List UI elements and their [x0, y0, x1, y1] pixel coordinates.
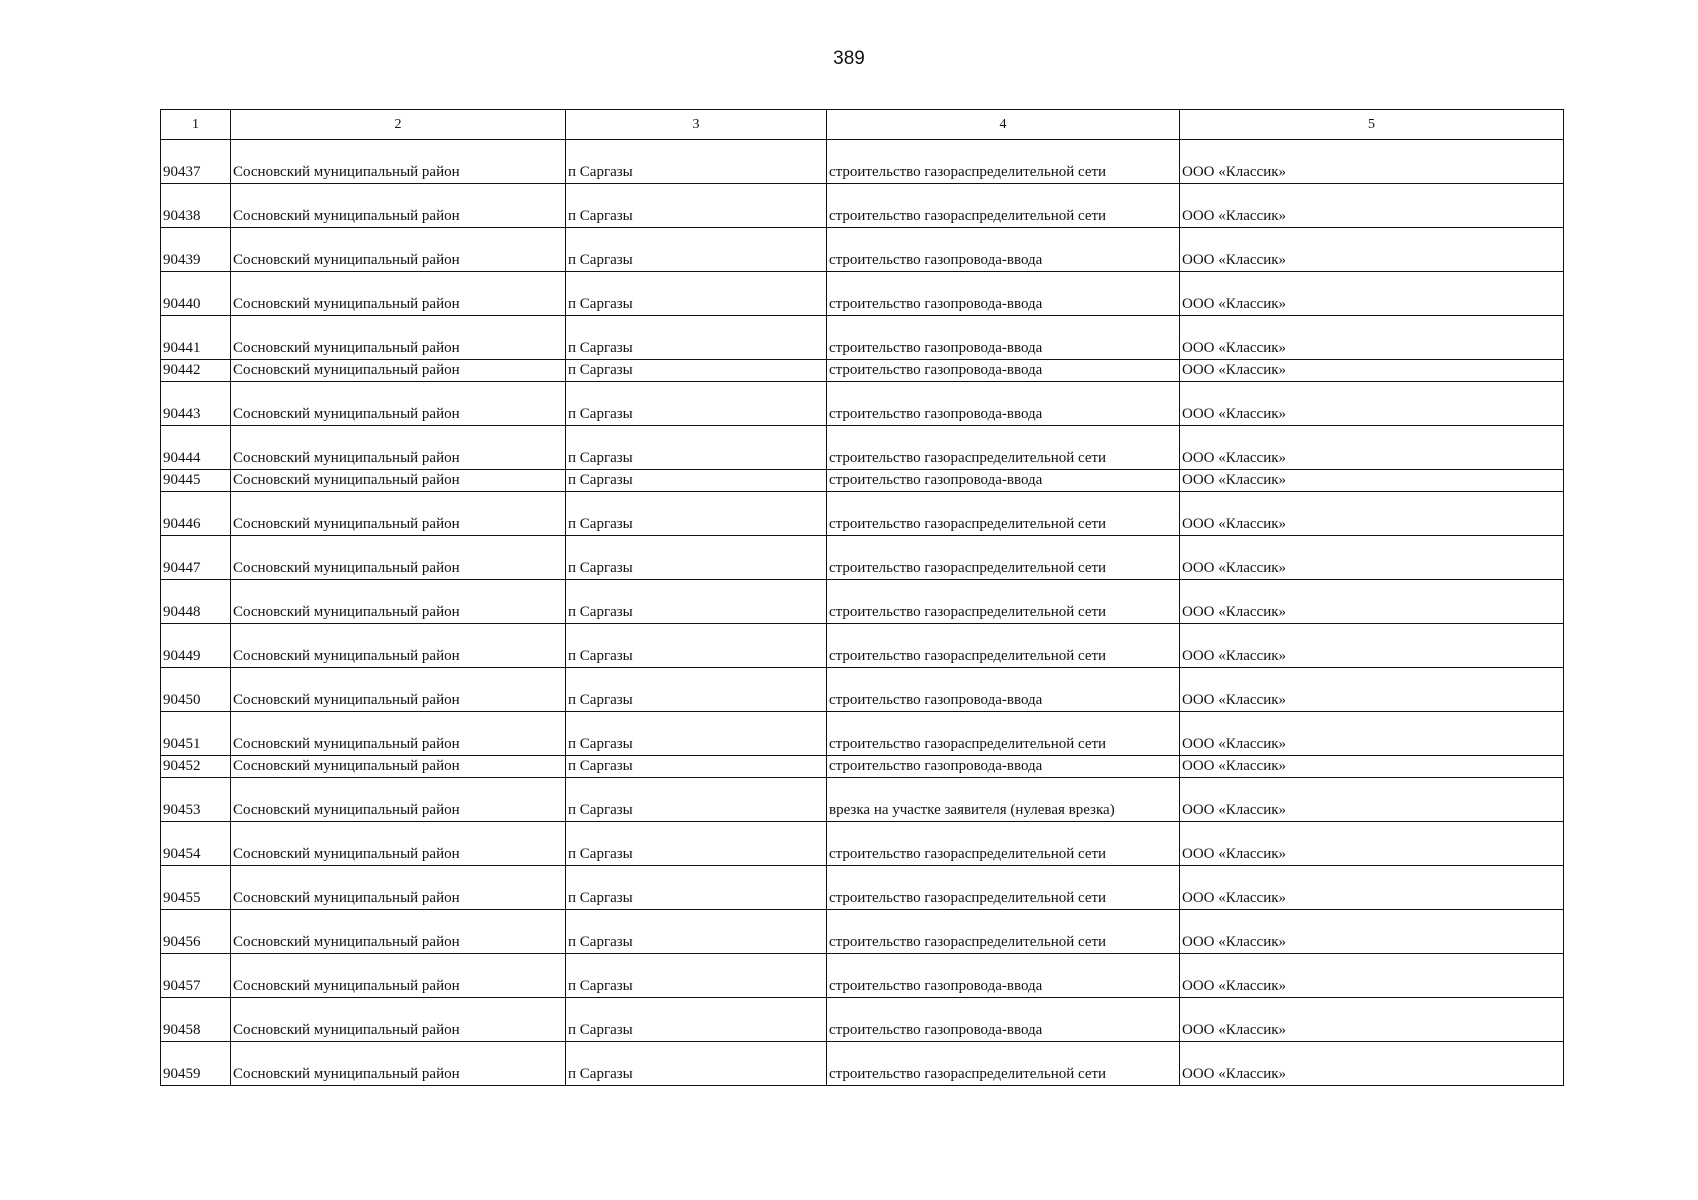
district-cell: Сосновский муниципальный район [231, 778, 566, 822]
settlement-cell: п Саргазы [566, 316, 827, 360]
district-cell: Сосновский муниципальный район [231, 910, 566, 954]
settlement-cell: п Саргазы [566, 910, 827, 954]
settlement-cell: п Саргазы [566, 866, 827, 910]
row-number-cell: 90448 [161, 580, 231, 624]
work-type-cell: строительство газораспределительной сети [827, 624, 1180, 668]
table-row [161, 756, 1564, 778]
row-number-cell: 90442 [161, 360, 231, 382]
settlement-cell: п Саргазы [566, 998, 827, 1042]
organization-cell: ООО «Классик» [1180, 712, 1564, 756]
work-type-cell: строительство газопровода-ввода [827, 756, 1180, 778]
row-number-cell: 90447 [161, 536, 231, 580]
settlement-cell: п Саргазы [566, 272, 827, 316]
settlement-cell: п Саргазы [566, 624, 827, 668]
district-cell: Сосновский муниципальный район [231, 184, 566, 228]
settlement-cell: п Саргазы [566, 536, 827, 580]
table-row [161, 778, 1564, 822]
table-row [161, 866, 1564, 910]
column-number-3: 3 [566, 110, 827, 140]
organization-cell: ООО «Классик» [1180, 470, 1564, 492]
settlement-cell: п Саргазы [566, 382, 827, 426]
organization-cell: ООО «Классик» [1180, 316, 1564, 360]
organization-cell: ООО «Классик» [1180, 624, 1564, 668]
row-number-cell: 90441 [161, 316, 231, 360]
settlement-cell: п Саргазы [566, 756, 827, 778]
column-number-1: 1 [161, 110, 231, 140]
registry-table [160, 109, 1564, 1086]
organization-cell: ООО «Классик» [1180, 998, 1564, 1042]
district-cell: Сосновский муниципальный район [231, 668, 566, 712]
district-cell: Сосновский муниципальный район [231, 140, 566, 184]
work-type-cell: строительство газораспределительной сети [827, 580, 1180, 624]
settlement-cell: п Саргазы [566, 492, 827, 536]
district-cell: Сосновский муниципальный район [231, 756, 566, 778]
row-number-cell: 90443 [161, 382, 231, 426]
row-number-cell: 90439 [161, 228, 231, 272]
district-cell: Сосновский муниципальный район [231, 866, 566, 910]
table-row [161, 1042, 1564, 1086]
work-type-cell: строительство газораспределительной сети [827, 822, 1180, 866]
work-type-cell: строительство газопровода-ввода [827, 470, 1180, 492]
settlement-cell: п Саргазы [566, 228, 827, 272]
page-number: 389 [833, 48, 865, 69]
settlement-cell: п Саргазы [566, 426, 827, 470]
organization-cell: ООО «Классик» [1180, 822, 1564, 866]
work-type-cell: строительство газораспределительной сети [827, 140, 1180, 184]
row-number-cell: 90449 [161, 624, 231, 668]
district-cell: Сосновский муниципальный район [231, 580, 566, 624]
work-type-cell: строительство газопровода-ввода [827, 954, 1180, 998]
organization-cell: ООО «Классик» [1180, 140, 1564, 184]
district-cell: Сосновский муниципальный район [231, 382, 566, 426]
table-row [161, 998, 1564, 1042]
district-cell: Сосновский муниципальный район [231, 360, 566, 382]
district-cell: Сосновский муниципальный район [231, 998, 566, 1042]
organization-cell: ООО «Классик» [1180, 580, 1564, 624]
organization-cell: ООО «Классик» [1180, 360, 1564, 382]
work-type-cell: строительство газораспределительной сети [827, 536, 1180, 580]
work-type-cell: строительство газораспределительной сети [827, 184, 1180, 228]
work-type-cell: строительство газораспределительной сети [827, 910, 1180, 954]
district-cell: Сосновский муниципальный район [231, 492, 566, 536]
row-number-cell: 90459 [161, 1042, 231, 1086]
organization-cell: ООО «Классик» [1180, 756, 1564, 778]
settlement-cell: п Саргазы [566, 712, 827, 756]
work-type-cell: врезка на участке заявителя (нулевая врезка) [827, 778, 1180, 822]
row-number-cell: 90458 [161, 998, 231, 1042]
table-row [161, 140, 1564, 184]
table-row [161, 624, 1564, 668]
table-row [161, 470, 1564, 492]
settlement-cell: п Саргазы [566, 778, 827, 822]
organization-cell: ООО «Классик» [1180, 536, 1564, 580]
district-cell: Сосновский муниципальный район [231, 316, 566, 360]
table-row [161, 536, 1564, 580]
settlement-cell: п Саргазы [566, 360, 827, 382]
row-number-cell: 90457 [161, 954, 231, 998]
organization-cell: ООО «Классик» [1180, 866, 1564, 910]
district-cell: Сосновский муниципальный район [231, 712, 566, 756]
district-cell: Сосновский муниципальный район [231, 426, 566, 470]
settlement-cell: п Саргазы [566, 668, 827, 712]
organization-cell: ООО «Классик» [1180, 382, 1564, 426]
district-cell: Сосновский муниципальный район [231, 624, 566, 668]
column-number-row [161, 110, 1564, 140]
registry-table-body [161, 110, 1564, 1086]
column-number-5: 5 [1180, 110, 1564, 140]
row-number-cell: 90446 [161, 492, 231, 536]
work-type-cell: строительство газораспределительной сети [827, 712, 1180, 756]
district-cell: Сосновский муниципальный район [231, 954, 566, 998]
organization-cell: ООО «Классик» [1180, 426, 1564, 470]
settlement-cell: п Саргазы [566, 470, 827, 492]
table-row [161, 668, 1564, 712]
organization-cell: ООО «Классик» [1180, 1042, 1564, 1086]
work-type-cell: строительство газопровода-ввода [827, 382, 1180, 426]
column-number-2: 2 [231, 110, 566, 140]
work-type-cell: строительство газораспределительной сети [827, 492, 1180, 536]
table-row [161, 822, 1564, 866]
settlement-cell: п Саргазы [566, 1042, 827, 1086]
district-cell: Сосновский муниципальный район [231, 272, 566, 316]
row-number-cell: 90454 [161, 822, 231, 866]
organization-cell: ООО «Классик» [1180, 778, 1564, 822]
row-number-cell: 90438 [161, 184, 231, 228]
settlement-cell: п Саргазы [566, 954, 827, 998]
settlement-cell: п Саргазы [566, 184, 827, 228]
table-row [161, 382, 1564, 426]
organization-cell: ООО «Классик» [1180, 272, 1564, 316]
district-cell: Сосновский муниципальный район [231, 1042, 566, 1086]
work-type-cell: строительство газораспределительной сети [827, 1042, 1180, 1086]
organization-cell: ООО «Классик» [1180, 228, 1564, 272]
table-row [161, 712, 1564, 756]
district-cell: Сосновский муниципальный район [231, 822, 566, 866]
district-cell: Сосновский муниципальный район [231, 228, 566, 272]
work-type-cell: строительство газораспределительной сети [827, 426, 1180, 470]
row-number-cell: 90451 [161, 712, 231, 756]
row-number-cell: 90452 [161, 756, 231, 778]
table-row [161, 360, 1564, 382]
work-type-cell: строительство газопровода-ввода [827, 998, 1180, 1042]
row-number-cell: 90437 [161, 140, 231, 184]
district-cell: Сосновский муниципальный район [231, 536, 566, 580]
organization-cell: ООО «Классик» [1180, 910, 1564, 954]
settlement-cell: п Саргазы [566, 822, 827, 866]
settlement-cell: п Саргазы [566, 140, 827, 184]
work-type-cell: строительство газопровода-ввода [827, 668, 1180, 712]
organization-cell: ООО «Классик» [1180, 668, 1564, 712]
work-type-cell: строительство газопровода-ввода [827, 316, 1180, 360]
table-row [161, 228, 1564, 272]
table-row [161, 910, 1564, 954]
row-number-cell: 90456 [161, 910, 231, 954]
settlement-cell: п Саргазы [566, 580, 827, 624]
organization-cell: ООО «Классик» [1180, 184, 1564, 228]
row-number-cell: 90445 [161, 470, 231, 492]
table-row [161, 580, 1564, 624]
table-row [161, 426, 1564, 470]
table-row [161, 184, 1564, 228]
work-type-cell: строительство газопровода-ввода [827, 228, 1180, 272]
row-number-cell: 90450 [161, 668, 231, 712]
work-type-cell: строительство газораспределительной сети [827, 866, 1180, 910]
work-type-cell: строительство газопровода-ввода [827, 360, 1180, 382]
district-cell: Сосновский муниципальный район [231, 470, 566, 492]
row-number-cell: 90440 [161, 272, 231, 316]
column-number-4: 4 [827, 110, 1180, 140]
table-row [161, 492, 1564, 536]
table-row [161, 954, 1564, 998]
row-number-cell: 90453 [161, 778, 231, 822]
table-row [161, 272, 1564, 316]
work-type-cell: строительство газопровода-ввода [827, 272, 1180, 316]
row-number-cell: 90444 [161, 426, 231, 470]
organization-cell: ООО «Классик» [1180, 492, 1564, 536]
row-number-cell: 90455 [161, 866, 231, 910]
organization-cell: ООО «Классик» [1180, 954, 1564, 998]
table-row [161, 316, 1564, 360]
